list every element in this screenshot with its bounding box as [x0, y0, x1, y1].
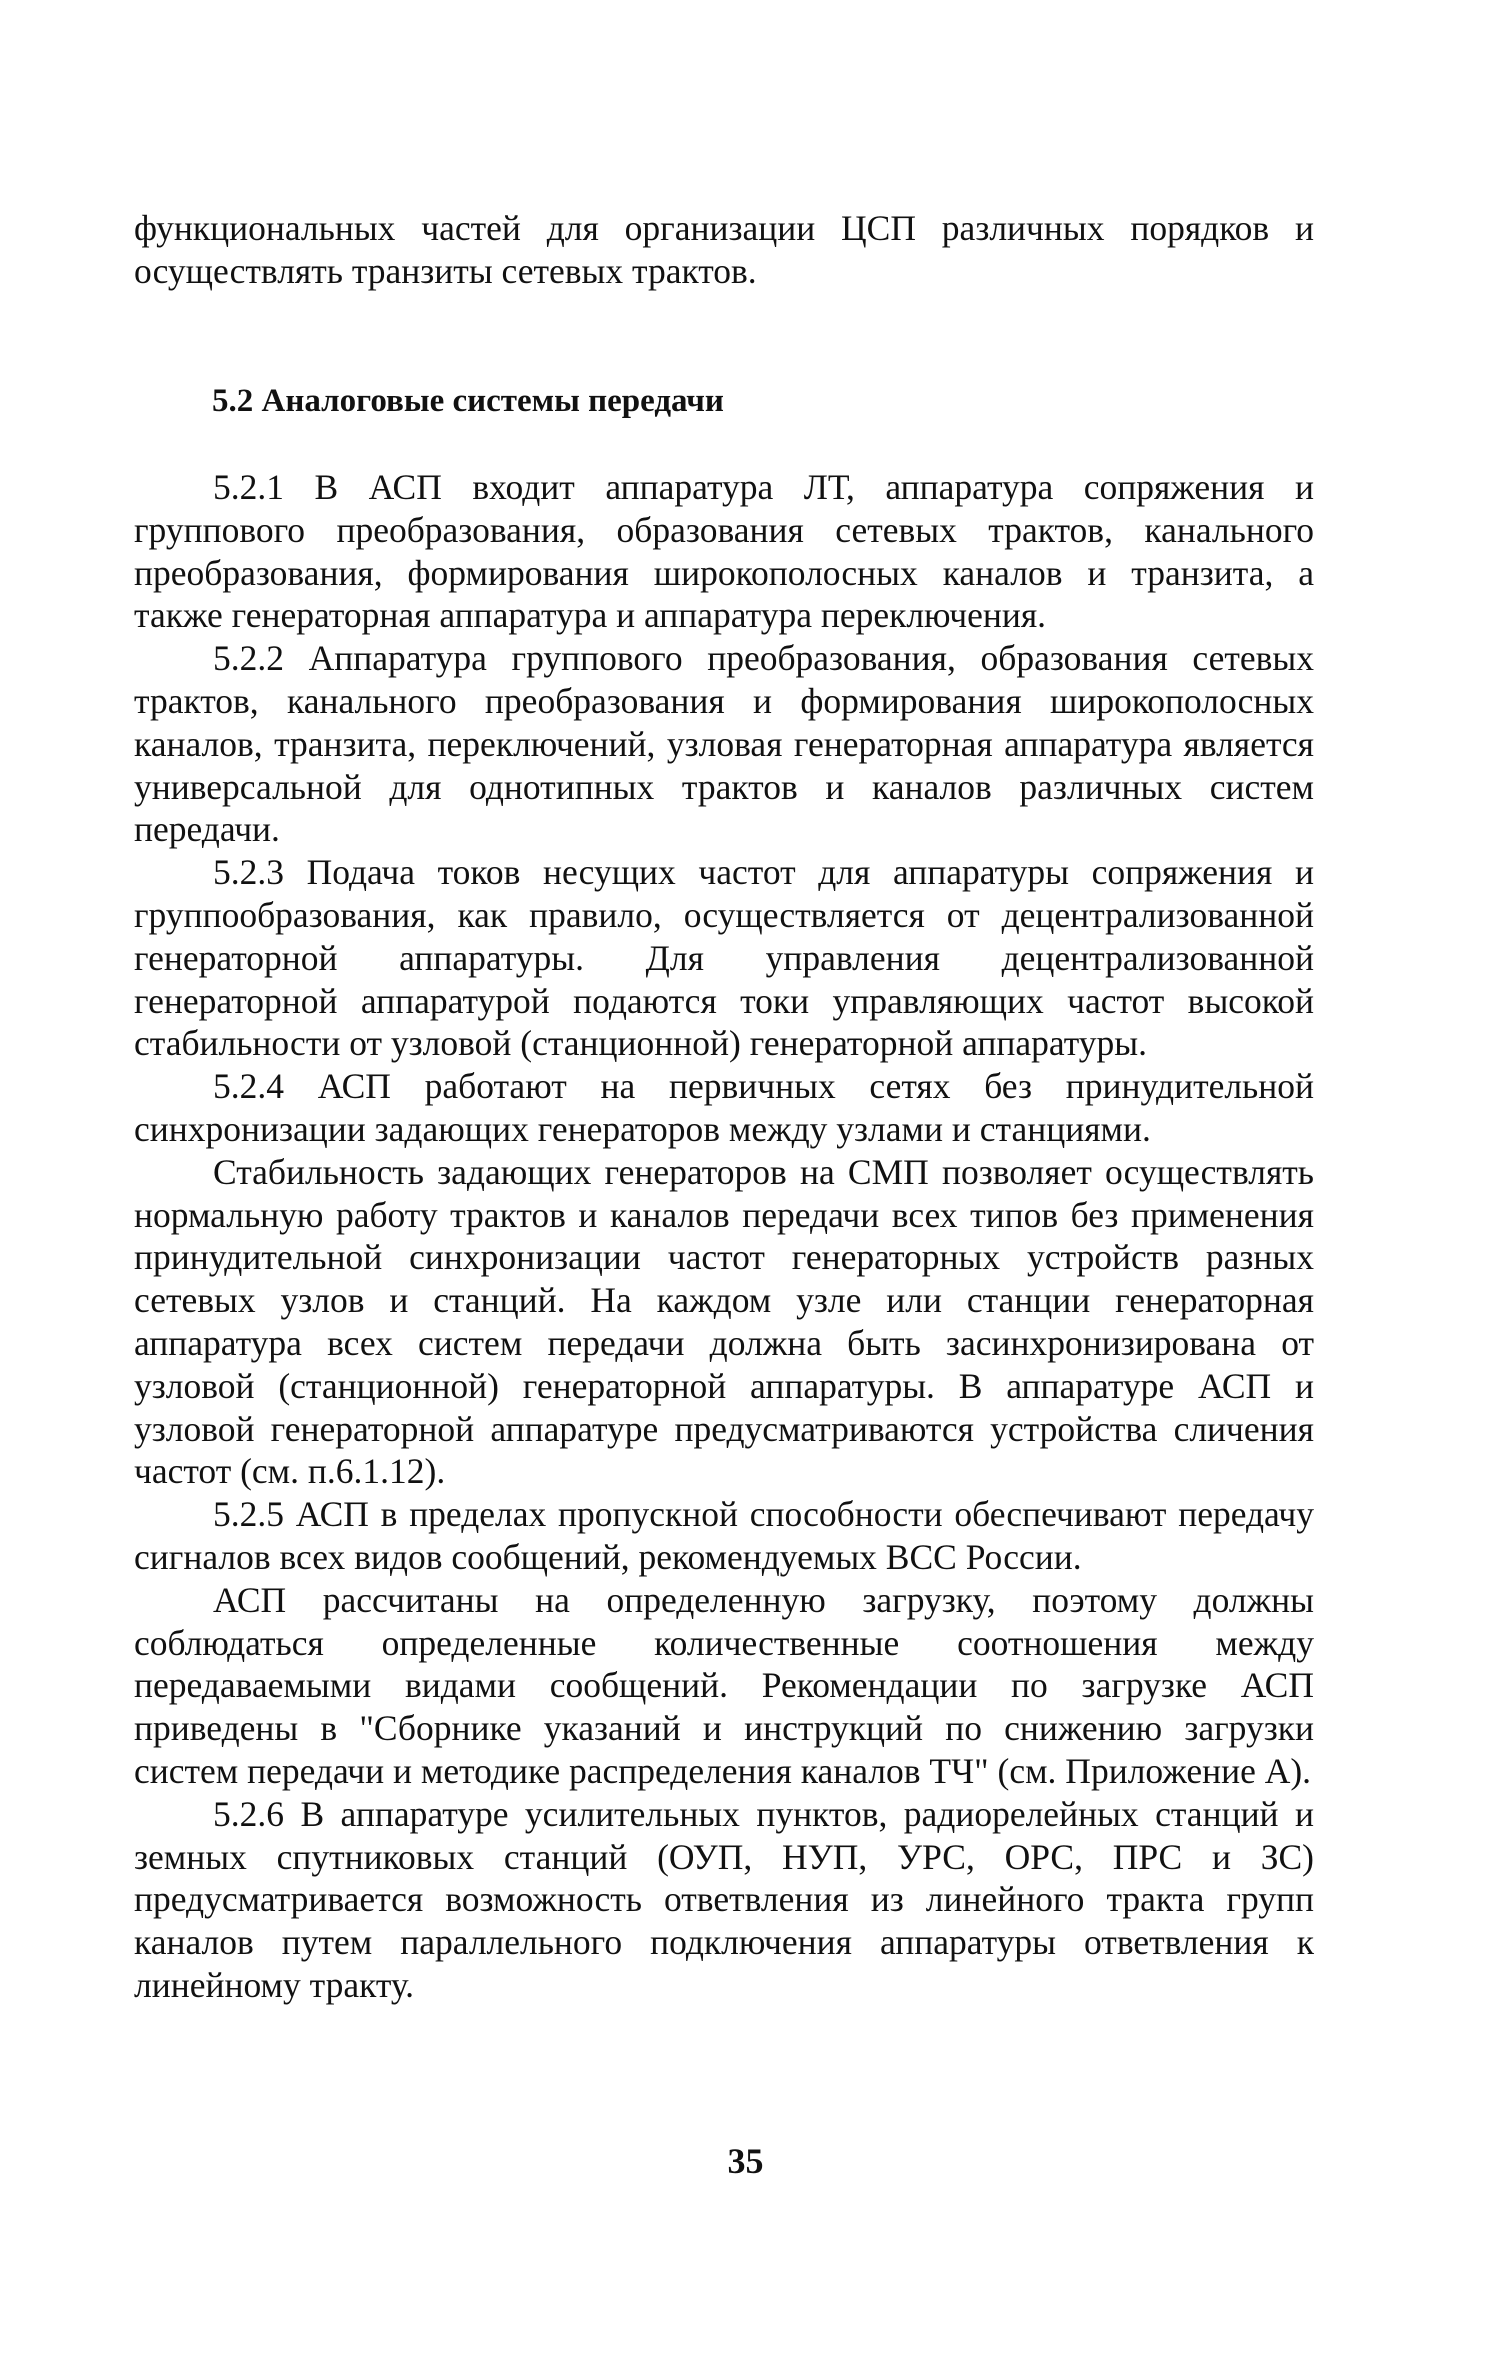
section-body	[134, 466, 1314, 2007]
intro-paragraph: функциональных частей для организации ЦСП различных порядков и осуществлять транзиты сетевых трактов.	[134, 208, 1314, 291]
paragraph-5-2-3: 5.2.3 Подача токов несущих частот для аппаратуры сопряжения и группообразования, как правило, осуществляется от децентрализованной генераторной аппаратуры. Для управления децентрализованной генераторной аппаратурой подаются токи управляющих частот высокой стабильности от узловой (станционной) генераторной аппаратуры.	[134, 852, 1314, 1064]
paragraph-5-2-4: 5.2.4 АСП работают на первичных сетях без принудительной синхронизации задающих генераторов между узлами и станциями.	[134, 1066, 1314, 1149]
paragraph-5-2-5: 5.2.5 АСП в пределах пропускной способности обеспечивают передачу сигналов всех видов сообщений, рекомендуемых ВСС России.	[134, 1494, 1314, 1577]
paragraph-5-2-1: 5.2.1 В АСП входит аппаратура ЛТ, аппаратура сопряжения и группового преобразования, образования сетевых трактов, канального преобразования, формирования широкополосных каналов и транзита, а также генераторная аппаратура и аппаратура переключения.	[134, 467, 1314, 636]
paragraph-load: АСП рассчитаны на определенную загрузку, поэтому должны соблюдаться определенные количественные соотношения между передаваемыми видами сообщений. Рекомендации по загрузке АСП приведены в "Сборнике указаний и инструкций по снижению загрузки систем передачи и методике распределения каналов ТЧ" (см. Приложение А).	[134, 1579, 1314, 1791]
section-heading: 5.2 Аналоговые системы передачи	[212, 383, 724, 419]
page-number: 35	[727, 2141, 764, 2181]
paragraph-5-2-6: 5.2.6 В аппаратуре усилительных пунктов, радиорелейных станций и земных спутниковых станций (ОУП, НУП, УРС, ОРС, ПРС и ЗС) предусматривается возможность ответвления из линейного тракта групп каналов путем параллельного подключения аппаратуры ответвления к линейному тракту.	[134, 1793, 1314, 2005]
paragraph-stability: Стабильность задающих генераторов на СМП позволяет осуществлять нормальную работу трактов и каналов передачи всех типов без применения принудительной синхронизации частот генераторных устройств разных сетевых узлов и станций. На каждом узле или станции генераторная аппаратура всех систем передачи должна быть засинхронизирована от узловой (станционной) генераторной аппаратуры. В аппаратуре АСП и узловой генераторной аппаратуре предусматриваются устройства сличения частот (см. п.6.1.12).	[134, 1151, 1314, 1492]
paragraph-5-2-2: 5.2.2 Аппаратура группового преобразования, образования сетевых трактов, канального преобразования и формирования широкополосных каналов, транзита, переключений, узловая генераторная аппаратура является универсальной для однотипных трактов и каналов различных систем передачи.	[134, 638, 1314, 850]
